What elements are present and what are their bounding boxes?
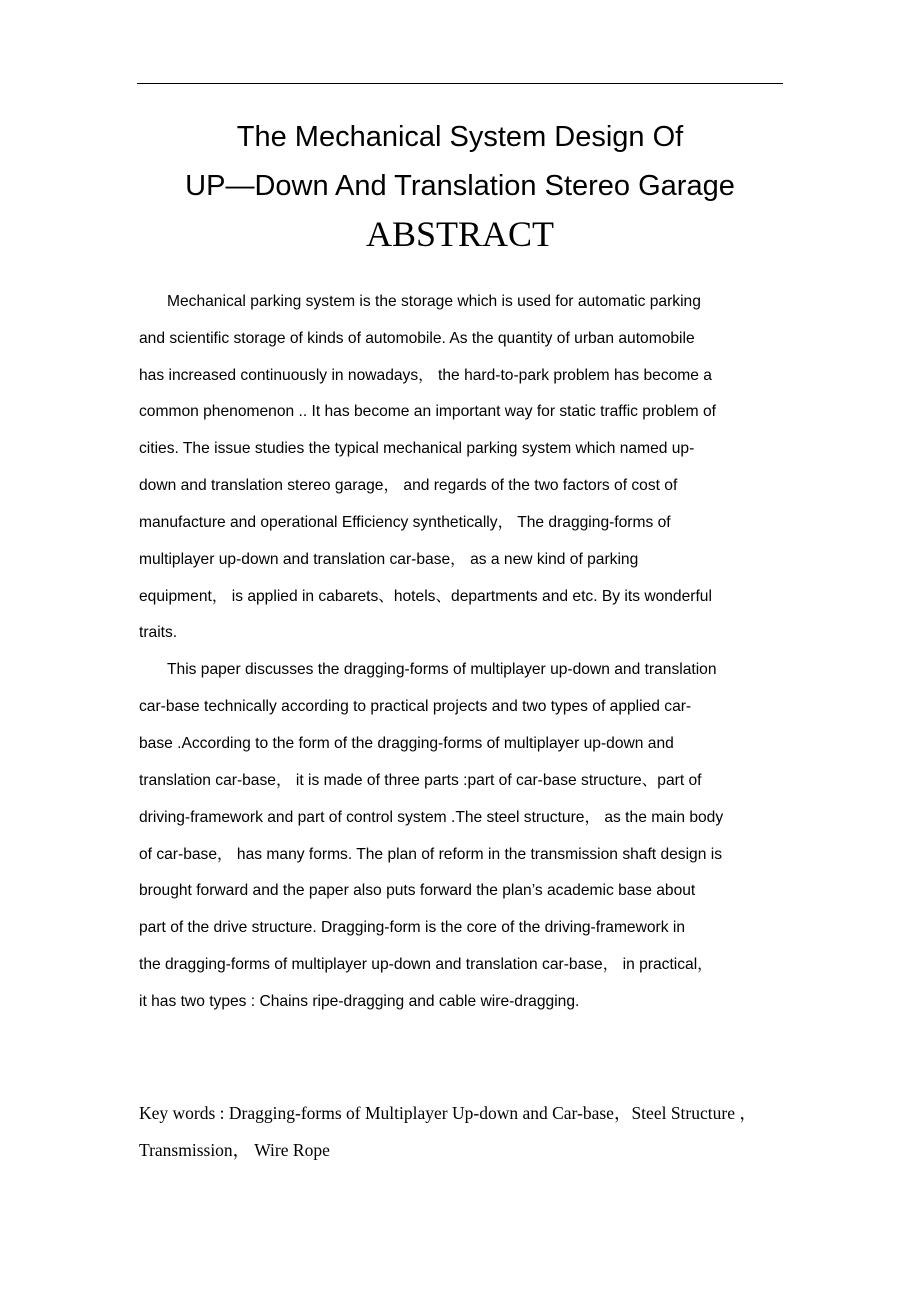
- paragraph-line: the dragging-forms of multiplayer up-down and translation car-base， in practical，: [139, 956, 713, 973]
- paragraph-line: traits.: [139, 624, 178, 641]
- paragraph-line: down and translation stereo garage， and regards of the two factors of cost of: [139, 477, 678, 494]
- title-line-1: The Mechanical System Design Of: [236, 121, 684, 153]
- paragraph-line: it has two types : Chains ripe-dragging and cable wire-dragging.: [139, 993, 580, 1010]
- paragraph-line: has increased continuously in nowadays， the hard-to-park problem has become a: [139, 367, 712, 384]
- paragraph-line: This paper discusses the dragging-forms of multiplayer up-down and translation: [167, 661, 717, 678]
- paragraph-line: car-base technically according to practical projects and two types of applied car-: [139, 698, 692, 715]
- paragraph-line: part of the drive structure. Dragging-form is the core of the driving-framework in: [139, 919, 686, 936]
- paragraph-line: common phenomenon .. It has become an important way for static traffic problem of: [139, 403, 716, 420]
- header-rule: [137, 83, 783, 84]
- paragraph-line: and scientific storage of kinds of automobile. As the quantity of urban automobile: [139, 330, 695, 347]
- paragraph-line: Mechanical parking system is the storage which is used for automatic parking: [167, 293, 701, 310]
- paragraph-line: of car-base， has many forms. The plan of reform in the transmission shaft design is: [139, 846, 722, 863]
- paragraph-line: cities. The issue studies the typical mechanical parking system which named up-: [139, 440, 695, 457]
- paragraph-line: equipment， is applied in cabarets、hotels、departments and etc. By its wonderful: [139, 588, 712, 605]
- abstract-heading: ABSTRACT: [365, 214, 555, 254]
- title-line-2: UP—Down And Translation Stereo Garage: [185, 170, 735, 202]
- paragraph-line: manufacture and operational Efficiency synthetically， The dragging-forms of: [139, 514, 671, 531]
- keywords-line-2: Transmission， Wire Rope: [139, 1140, 330, 1160]
- paragraph-line: multiplayer up-down and translation car-base， as a new kind of parking: [139, 551, 639, 568]
- paragraph-line: translation car-base， it is made of three parts :part of car-base structure、part of: [139, 772, 702, 789]
- paragraph-line: base .According to the form of the dragging-forms of multiplayer up-down and: [139, 735, 674, 752]
- paragraph-line: driving-framework and part of control system .The steel structure， as the main body: [139, 809, 724, 826]
- paragraph-line: brought forward and the paper also puts forward the plan’s academic base about: [139, 882, 696, 899]
- keywords-line-1: Key words : Dragging-forms of Multiplayer Up-down and Car-base，Steel Structure ，: [139, 1103, 757, 1123]
